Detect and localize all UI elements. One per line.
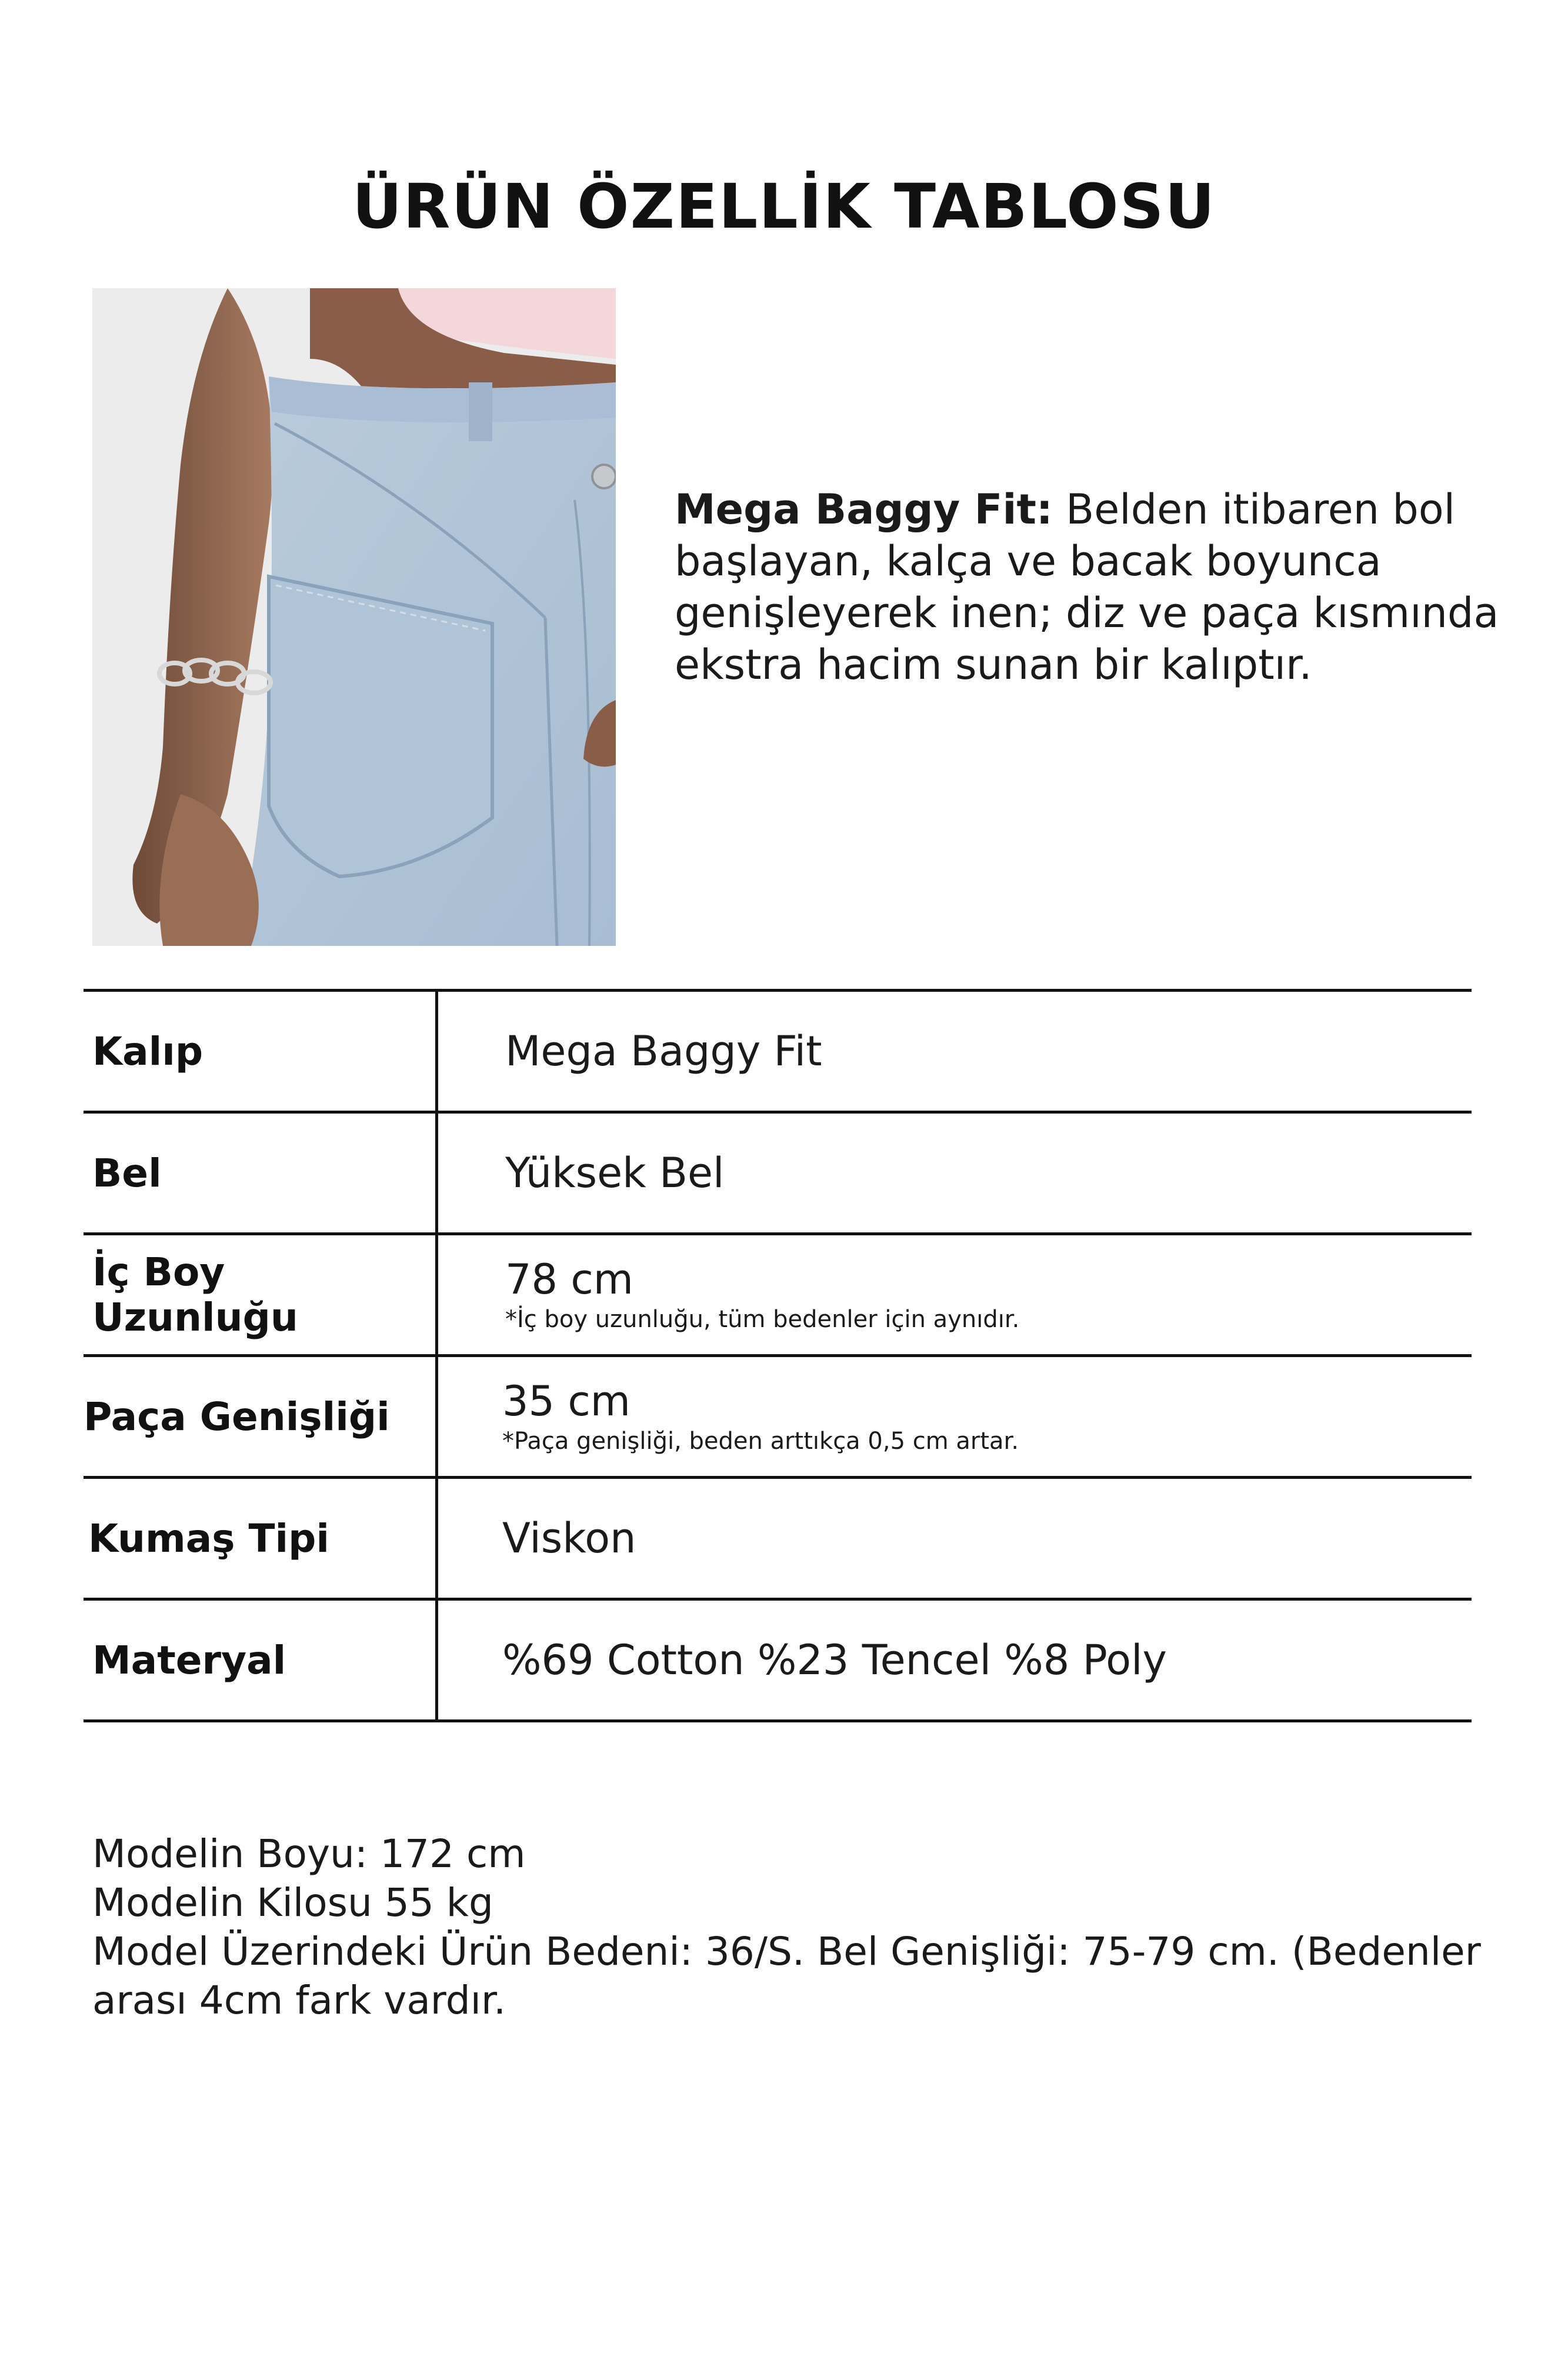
spec-label: İç Boy Uzunluğu (92, 1249, 298, 1340)
spec-value (505, 1235, 1446, 1354)
spec-label: Kumaş Tipi (88, 1515, 330, 1561)
spec-row-kalip (84, 992, 1472, 1114)
spec-value (502, 1357, 1443, 1476)
spec-value (502, 1601, 1443, 1719)
spec-value (505, 992, 1446, 1111)
spec-label: Paça Genişliği (84, 1394, 390, 1439)
column-divider (435, 1235, 438, 1354)
spec-value (502, 1479, 1443, 1598)
spec-value (505, 1114, 1446, 1232)
fit-description-text: ekstra hacim sunan bir kalıptır. (675, 641, 1312, 689)
column-divider (435, 1479, 438, 1598)
model-info (92, 1829, 1481, 2025)
spec-value-text: Yüksek Bel (505, 1149, 725, 1197)
model-info-line: Modelin Kilosu 55 kg (92, 1880, 493, 1925)
fit-description-text: genişleyerek inen; diz ve paça kısmında (675, 589, 1499, 637)
fit-description-text: Belden itibaren bol (1052, 485, 1456, 534)
column-divider (435, 992, 438, 1111)
spec-note: *İç boy uzunluğu, tüm bedenler için aynıdır. (505, 1306, 1020, 1333)
spec-note: *Paça genişliği, beden arttıkça 0,5 cm artar. (502, 1428, 1019, 1455)
spec-row-ic-boy (84, 1235, 1472, 1357)
spec-row-bel (84, 1114, 1472, 1235)
spec-label: Materyal (92, 1637, 286, 1683)
spec-value-text: Viskon (502, 1514, 636, 1562)
column-divider (435, 1601, 438, 1719)
model-info-line: arası 4cm fark vardır. (92, 1978, 506, 2023)
spec-value-text: 35 cm (502, 1377, 630, 1425)
fit-description-text: başlayan, kalça ve bacak boyunca (675, 537, 1382, 585)
model-info-line: Modelin Boyu: 172 cm (92, 1831, 526, 1877)
product-photo (92, 288, 616, 946)
column-divider (435, 1114, 438, 1232)
fit-description (675, 484, 1510, 691)
spec-label: Bel (92, 1150, 162, 1196)
spec-row-kumas (84, 1479, 1472, 1601)
spec-row-materyal (84, 1601, 1472, 1722)
column-divider (435, 1357, 438, 1476)
page-title: ÜRÜN ÖZELLİK TABLOSU (352, 171, 1216, 242)
spec-table (84, 989, 1472, 1722)
jeans-model-image (92, 288, 616, 946)
model-info-line: Model Üzerindeki Ürün Bedeni: 36/S. Bel Genişliği: 75-79 cm. (Bedenler (92, 1929, 1481, 1974)
spec-value-text: 78 cm (505, 1255, 633, 1304)
spec-value-text: Mega Baggy Fit (505, 1027, 822, 1075)
spec-value-text: %69 Cotton %23 Tencel %8 Poly (502, 1636, 1167, 1684)
spec-label: Kalıp (92, 1028, 203, 1074)
fit-description-label: Mega Baggy Fit: (675, 485, 1053, 534)
spec-row-paca (84, 1357, 1472, 1479)
